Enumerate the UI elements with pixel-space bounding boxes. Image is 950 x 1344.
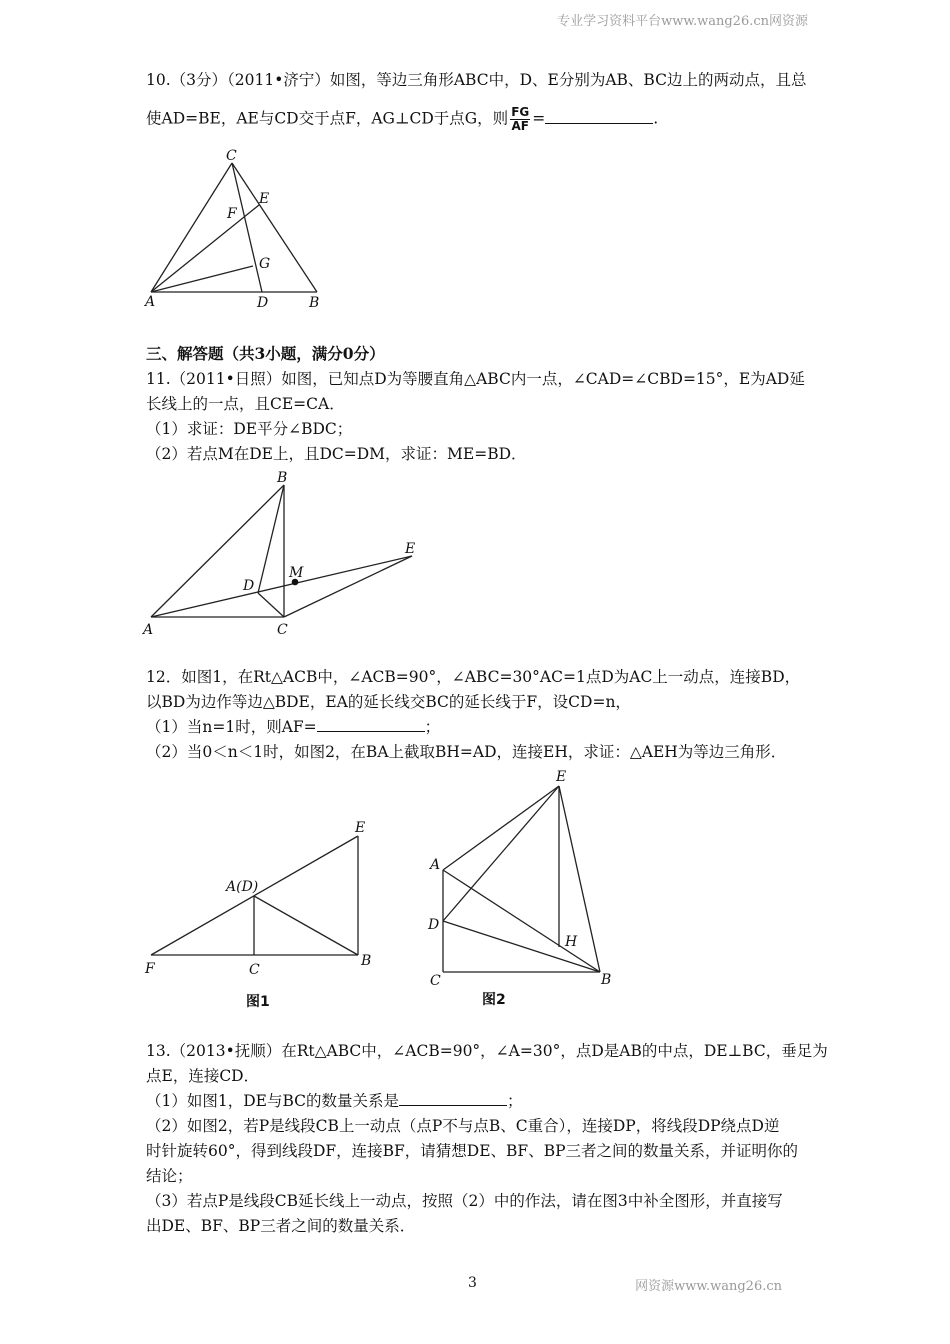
q12f2-label-d: D (428, 917, 440, 933)
q10-label-a: A (145, 294, 156, 310)
q12f2-label-e: E (556, 769, 567, 785)
q13-part1-text: （1）如图1，DE与BC的数量关系是 (146, 1092, 400, 1110)
q12f1-label-f: F (145, 961, 155, 977)
page-number: 3 (468, 1275, 477, 1291)
q10-label-e: E (259, 191, 270, 207)
q11-line1: 11.（2011•日照）如图，已知点D为等腰直角△ABC内一点，∠CAD=∠CBD=15°，E为AD延 (146, 370, 805, 388)
q10-label-f: F (227, 206, 237, 222)
page-header: 专业学习资料平台www.wang26.cn网资源 (557, 14, 808, 29)
q13-part1 (146, 1090, 523, 1112)
q12f1-caption: 图1 (246, 994, 270, 1010)
q12f2-seg-ab (443, 870, 600, 972)
q12f1-label-ad: A(D) (226, 879, 259, 895)
q12-line2: 以BD为边作等边△BDE，EA的延长线交BC的延长线于F，设CD=n， (146, 693, 631, 711)
q10-equals: = (532, 109, 546, 128)
q12-part2: （2）当0＜n＜1时，如图2，在BA上截取BH=AD，连接EH，求证：△AEH为等边三角形． (146, 743, 787, 761)
q10-label-d: D (257, 295, 269, 311)
q12f2-label-h: H (565, 934, 578, 950)
q13-part3-line2: 出DE、BF、BP三者之间的数量关系． (146, 1217, 416, 1235)
q10-frac-den: AF (511, 119, 529, 133)
q12-line1: 12．如图1，在Rt△ACB中，∠ACB=90°，∠ABC=30°AC=1点D为AC上一动点，连接BD， (146, 668, 801, 686)
q12f1-label-c: C (249, 962, 260, 978)
q11-label-d: D (243, 578, 255, 594)
section-title: 三、解答题（共3小题，满分0分） (146, 344, 385, 363)
q10-period: . (653, 109, 659, 128)
q12f1-label-b: B (361, 953, 372, 969)
q10-line2-text: 使AD=BE，AE与CD交于点F，AG⊥CD于点G，则 (146, 109, 509, 128)
q10-label-g: G (259, 256, 271, 272)
q12f2-label-b: B (601, 972, 612, 988)
q13-line1: 13.（2013•抚顺）在Rt△ABC中，∠ACB=90°，∠A=30°，点D是AB的中点，DE⊥BC，垂足为 (146, 1042, 828, 1060)
q12-part1-text: （1）当n=1时，则AF= (146, 718, 317, 736)
q13-part1-end: ； (507, 1092, 523, 1110)
q12-part1-end: ； (424, 718, 441, 736)
q11-label-c: C (277, 622, 288, 638)
q11-label-b: B (277, 470, 288, 486)
q11-line2: 长线上的一点，且CE=CA． (146, 395, 345, 413)
q11-label-m: M (289, 565, 304, 581)
q13-line2: 点E，连接CD． (146, 1067, 260, 1085)
q13-answer-blank (399, 1090, 507, 1106)
q11-part2: （2）若点M在DE上，且DC=DM，求证：ME=BD． (146, 445, 527, 463)
q10-label-b: B (309, 295, 320, 311)
q12f2-seg-ae (443, 786, 559, 870)
q12f1-label-e: E (355, 820, 366, 836)
q11-label-a: A (143, 622, 154, 638)
q10-label-c: C (226, 148, 237, 164)
q12f2-label-a: A (430, 857, 441, 873)
q13-part3-line1: （3）若点P是线段CB延长线上一动点，按照（2）中的作法，请在图3中补全图形，并直接写 (146, 1192, 783, 1210)
q11-part1: （1）求证：DE平分∠BDC； (146, 420, 353, 438)
q13-part2-line2: 时针旋转60°，得到线段DF，连接BF，请猜想DE、BF、BP三者之间的数量关系，并证明你的 (146, 1142, 799, 1160)
page-footer: 网资源www.wang26.cn (635, 1279, 782, 1294)
q12f2-caption: 图2 (482, 992, 506, 1008)
q13-part2-line3: 结论； (146, 1167, 193, 1185)
q10-line1: 10.（3分）（2011•济宁）如图，等边三角形ABC中，D、E分别为AB、BC边上的两动点，且总 (146, 71, 807, 89)
q12f2-label-c: C (430, 973, 441, 989)
q12f2-seg-de (443, 786, 559, 921)
q13-part2-line1: （2）如图2，若P是线段CB上一动点（点P不与点B、C重合），连接DP，将线段DP绕点D逆 (146, 1117, 780, 1135)
q11-label-e: E (405, 541, 416, 557)
q10-frac-num: FG (511, 105, 530, 119)
